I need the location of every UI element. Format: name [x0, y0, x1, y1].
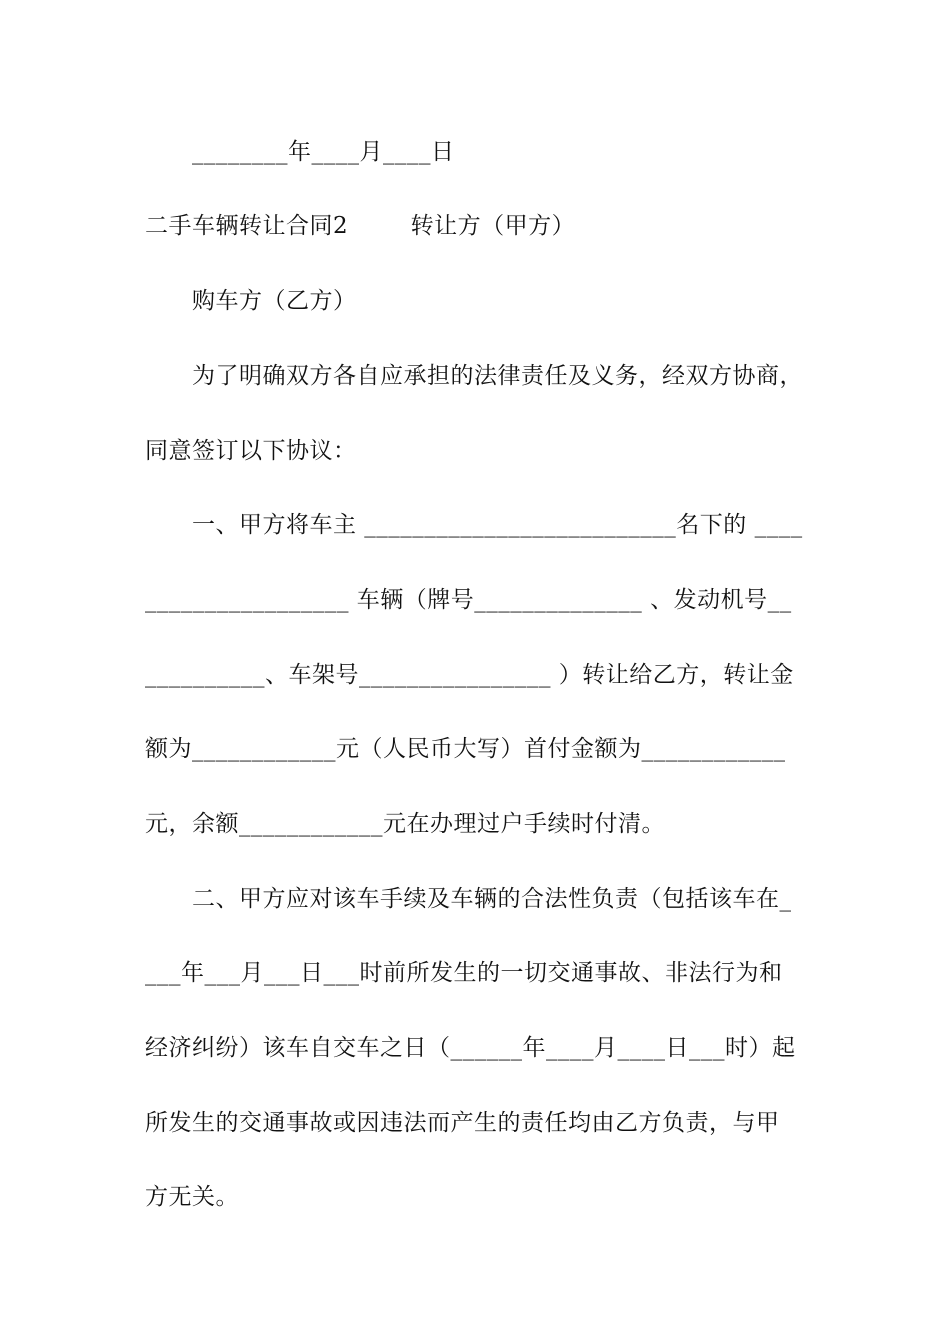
clause-2-line-3: 经济纠纷）该车自交车之日（______年____月____日___时）起	[145, 1035, 796, 1061]
party-b-label: 购车方（乙方）	[192, 288, 357, 314]
clause-1-line-1: 一、甲方将车主 __________________________名下的 ____	[192, 512, 803, 538]
contract-title-line	[145, 211, 575, 241]
clause-2-line-1: 二、甲方应对该车手续及车辆的合法性负责（包括该车在_	[192, 886, 792, 912]
intro-line-2: 同意签订以下协议：	[145, 438, 357, 464]
clause-1-line-5: 元，余额____________元在办理过户手续时付清。	[145, 811, 665, 837]
clause-2-line-2: ___年___月___日___时前所发生的一切交通事故、非法行为和	[145, 960, 783, 986]
party-a-label: 转让方（甲方）	[410, 213, 576, 239]
clause-1-line-4: 额为____________元（人民币大写）首付金额为____________	[145, 736, 786, 762]
clause-1-line-3: __________、车架号________________ ）转让给乙方，转让金	[145, 662, 794, 688]
clause-1-line-2: _________________ 车辆（牌号______________ 、发动机号__	[145, 587, 792, 613]
date-line: ________年____月____日	[192, 139, 455, 165]
clause-2-line-5: 方无关。	[145, 1184, 239, 1210]
contract-title: 二手车辆转让合同2	[145, 213, 349, 239]
clause-2-line-4: 所发生的交通事故或因违法而产生的责任均由乙方负责，与甲	[145, 1110, 780, 1136]
intro-line-1: 为了明确双方各自应承担的法律责任及义务，经双方协商，	[192, 363, 803, 389]
